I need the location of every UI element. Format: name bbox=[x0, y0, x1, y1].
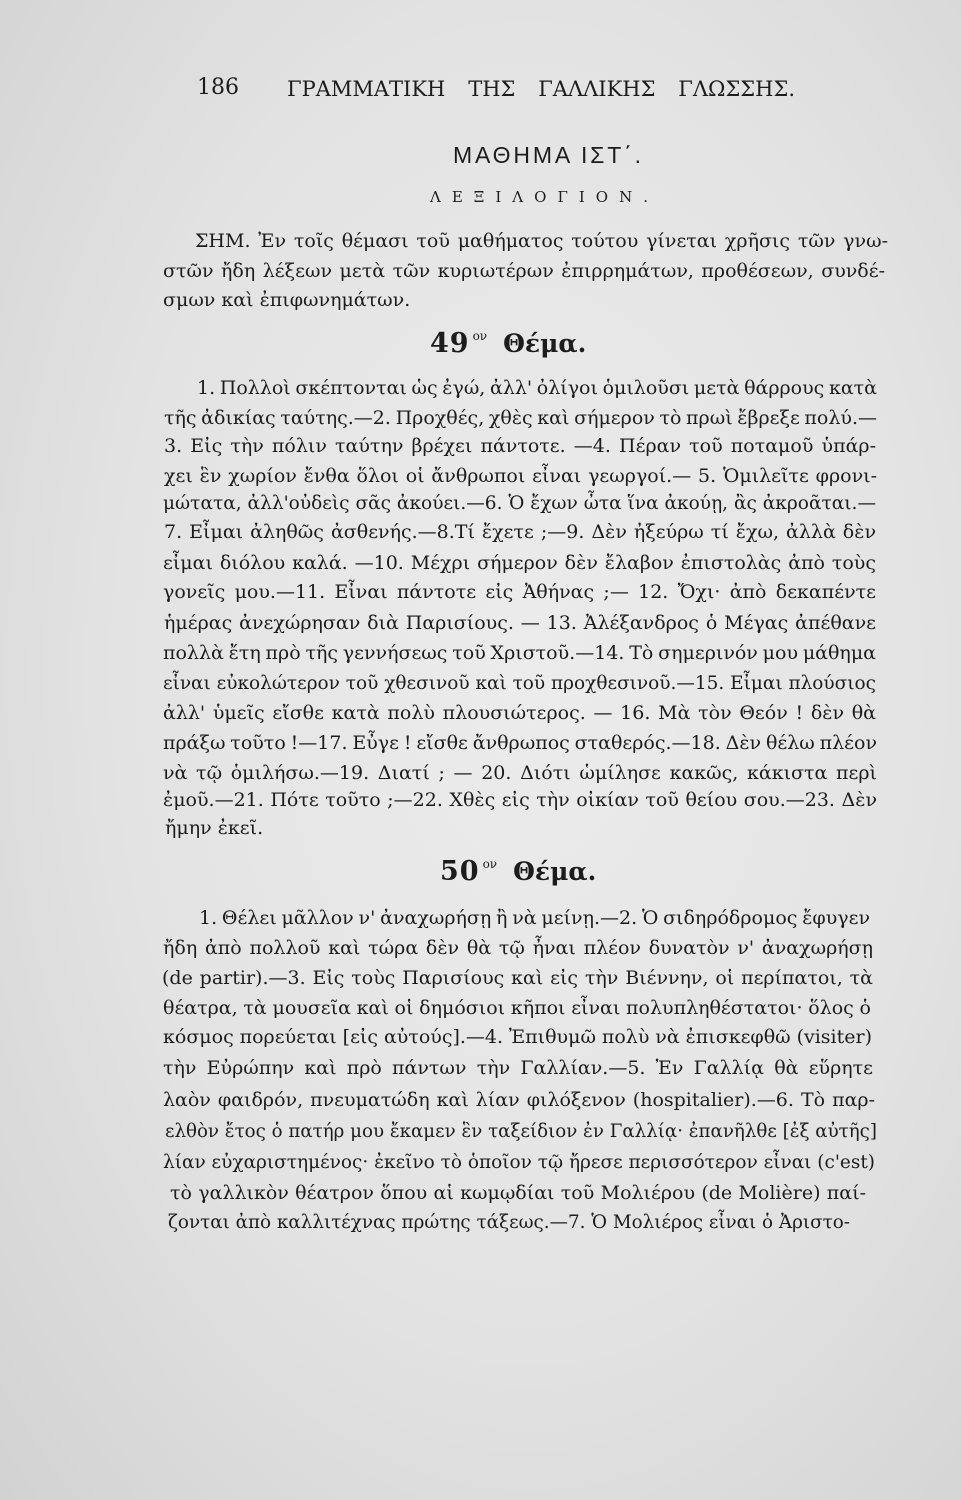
exercise-line: ἤμην ἐκεῖ. bbox=[165, 817, 264, 839]
exercise-line: γονεῖς μου.—11. Εἶναι πάντοτε εἰς Ἀθήνας ;— 12. Ὄχι· ἀπὸ δεκαπέντε bbox=[163, 581, 876, 603]
note-line: στῶν ἤδη λέξεων μετὰ τῶν κυριωτέρων ἐπιρρημάτων, προθέσεων, συνδέ- bbox=[163, 260, 885, 282]
exercise-line: νὰ τῷ ὁμιλήσω.—19. Διατί ; — 20. Διότι ὡμίλησε κακῶς, κάκιστα περὶ bbox=[163, 762, 877, 784]
exercise-line: ζονται ἀπὸ καλλιτέχνας πρώτης τάξεως.—7. Ὁ Μολιέρος εἶναι ὁ Ἀριστο- bbox=[168, 1211, 850, 1233]
exercise-line: τῆς ἀδικίας ταύτης.—2. Προχθές, χθὲς καὶ σήμερον τὸ πρωὶ ἔβρεξε πολύ.— bbox=[164, 407, 877, 429]
exercise-line: πράξω τοῦτο !—17. Εὖγε ! εἴσθε ἄνθρωπος σταθερός.—18. Δὲν θέλω πλέον bbox=[163, 732, 877, 754]
note-line: σμων καὶ ἐπιφωνημάτων. bbox=[163, 289, 411, 311]
theme-heading bbox=[430, 328, 586, 360]
exercise-line: 3. Εἰς τὴν πόλιν ταύτην βρέχει πάντοτε. —4. Πέραν τοῦ ποταμοῦ ὑπάρ- bbox=[164, 435, 876, 457]
exercise-line: ελθὸν ἔτος ὁ πατήρ μου ἔκαμεν ἓν ταξείδιον ἐν Γαλλίᾳ· ἐπανῆλθε [ἐξ αὐτῆς] bbox=[165, 1120, 877, 1142]
exercise-line: πολλὰ ἔτη πρὸ τῆς γεννήσεως τοῦ Χριστοῦ.—14. Τὸ σημερινόν μου μάθημα bbox=[163, 642, 876, 664]
exercise-line: τὴν Εὐρώπην καὶ πρὸ πάντων τὴν Γαλλίαν.—5. Ἐν Γαλλίᾳ θὰ εὕρητε bbox=[163, 1057, 873, 1079]
exercise-line: ἡμέρας ἀνεχώρησαν διὰ Παρισίους. — 13. Ἀλέξανδρος ὁ Μέγας ἀπέθανε bbox=[164, 612, 876, 634]
exercise-line: λίαν εὐχαριστημένος· ἐκεῖνο τὸ ὁποῖον τῷ ἤρεσε περισσότερον εἶναι (c'est) bbox=[163, 1151, 875, 1173]
exercise-line: ἤδη ἀπὸ πολλοῦ καὶ τώρα δὲν θὰ τῷ ἦναι πλέον δυνατὸν ν' ἀναχωρήσῃ bbox=[163, 937, 873, 959]
running-title: ΓΡΑΜΜΑΤΙΚΗ ΤΗΣ ΓΑΛΛΙΚΗΣ ΓΛΩΣΣΗΣ. bbox=[287, 77, 795, 101]
exercise-line: μώτατα, ἀλλ'οὐδεὶς σᾶς ἀκούει.—6. Ὁ ἔχων ὦτα ἵνα ἀκούῃ, ἂς ἀκροᾶται.— bbox=[163, 492, 876, 514]
lesson-title: ΜΑΘΗΜΑ ΙΣΤ΄. bbox=[453, 142, 644, 168]
exercise-line: (de partir).—3. Εἰς τοὺς Παρισίους καὶ εἰς τὴν Βιέννην, οἱ περίπατοι, τὰ bbox=[162, 967, 873, 989]
exercise-line: ἐμοῦ.—21. Πότε τοῦτο ;—22. Χθὲς εἰς τὴν οἰκίαν τοῦ θείου σου.—23. Δὲν bbox=[163, 789, 877, 811]
theme-label: Θέμα. bbox=[503, 329, 587, 358]
vocabulary-heading: ΛΕΞΙΛΟΓΙΟΝ. bbox=[430, 188, 660, 206]
exercise-line: 7. Εἶμαι ἀληθῶς ἀσθενής.—8.Τί ἔχετε ;—9. Δὲν ἠξεύρω τί ἔχω, ἀλλὰ δὲν bbox=[164, 521, 876, 543]
exercise-line: ἀλλ' ὑμεῖς εἴσθε κατὰ πολὺ πλουσιώτερος. — 16. Μὰ τὸν Θεόν ! δὲν θὰ bbox=[163, 702, 876, 724]
exercise-line: κόσμος πορεύεται [εἰς αὐτούς].—4. Ἐπιθυμῶ πολὺ νὰ ἐπισκεφθῶ (visiter) bbox=[163, 1026, 872, 1048]
exercise-line: λαὸν φαιδρόν, πνευματώδη καὶ λίαν φιλόξενον (hospitalier).—6. Τὸ παρ- bbox=[163, 1089, 875, 1111]
note-line: ΣΗΜ. Ἐν τοῖς θέμασι τοῦ μαθήματος τούτου γίνεται χρῆσις τῶν γνω- bbox=[195, 230, 888, 252]
exercise-line: τὸ γαλλικὸν θέατρον ὅπου αἱ κωμῳδίαι τοῦ Μολιέρου (de Molière) παί- bbox=[170, 1182, 866, 1204]
theme-number: 49 bbox=[430, 328, 470, 359]
exercise-line: χει ἓν χωρίον ἔνθα ὅλοι οἱ ἄνθρωποι εἶναι γεωργοί.— 5. Ὁμιλεῖτε φρονι- bbox=[164, 465, 877, 487]
theme-heading bbox=[440, 856, 596, 888]
exercise-line: 1. Θέλει μᾶλλον ν' ἀναχωρήσῃ ἢ νὰ μείνῃ.—2. Ὁ σιδηρόδρομος ἔφυγεν bbox=[199, 907, 870, 929]
exercise-line: εἶμαι διόλου καλά. —10. Μέχρι σήμερον δὲν ἔλαβον ἐπιστολὰς ἀπὸ τοὺς bbox=[163, 552, 876, 574]
theme-label: Θέμα. bbox=[513, 857, 597, 886]
page-number: 186 bbox=[197, 75, 239, 100]
theme-number-suffix: ον bbox=[482, 857, 498, 871]
exercise-line: θέατρα, τὰ μουσεῖα καὶ οἱ δημόσιοι κῆποι εἶναι πολυπληθέστατοι· ὅλος ὁ bbox=[163, 997, 871, 1019]
theme-number-suffix: ον bbox=[472, 329, 488, 343]
theme-number: 50 bbox=[440, 856, 480, 887]
exercise-line: εἶναι εὐκολώτερον τοῦ χθεσινοῦ καὶ τοῦ προχθεσινοῦ.—15. Εἶμαι πλούσιος bbox=[163, 672, 876, 694]
exercise-line: 1. Πολλοὶ σκέπτονται ὡς ἐγώ, ἀλλ' ὀλίγοι ὁμιλοῦσι μετὰ θάρρους κατὰ bbox=[197, 377, 877, 399]
